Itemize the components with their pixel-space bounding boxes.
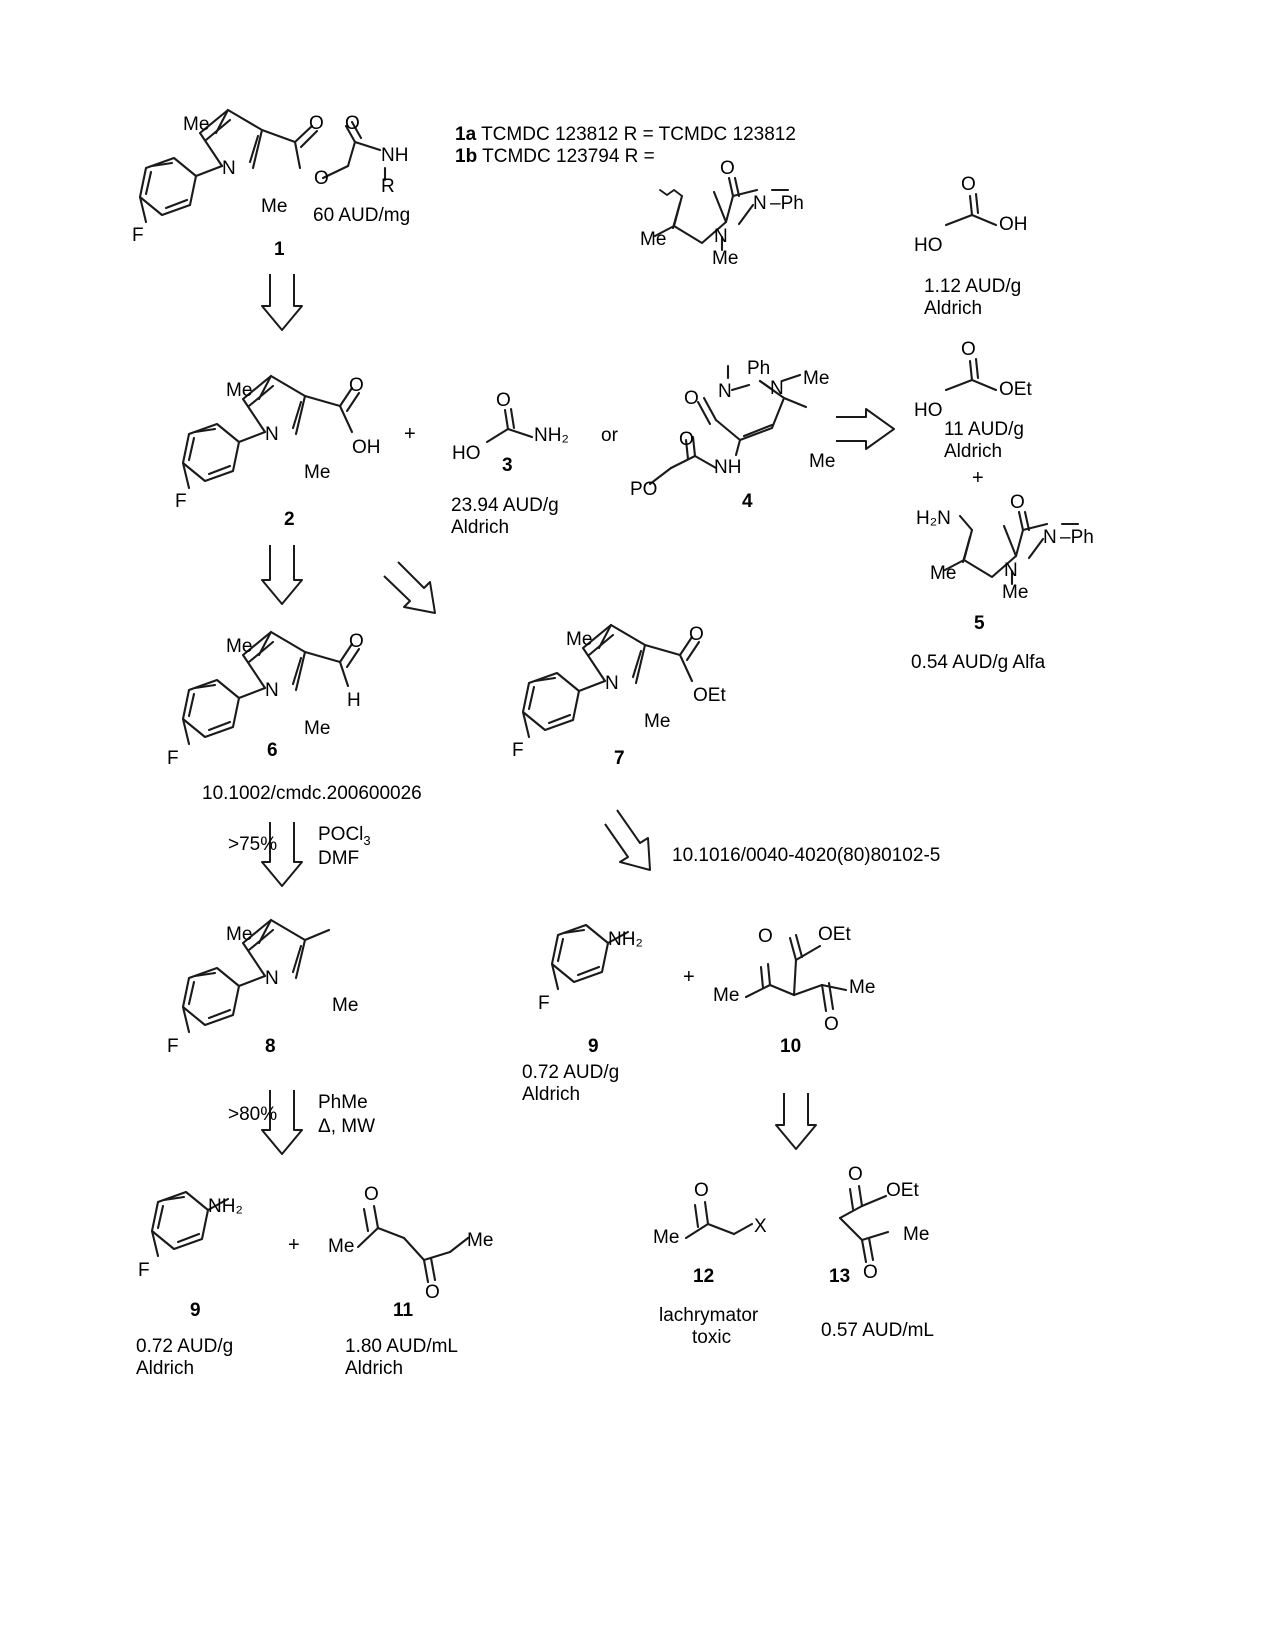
- atom-label-me: Me: [640, 229, 667, 250]
- atom-label-nh: NH: [381, 145, 409, 166]
- atom-label-me: Me: [644, 711, 671, 732]
- condition-2-reagent-2: Δ, MW: [318, 1116, 376, 1137]
- legend-1b-text: TCMDC 123794 R =: [477, 146, 655, 167]
- compound-8-number: 8: [265, 1036, 276, 1057]
- compound-5-price: 0.54 AUD/g Alfa: [911, 652, 1046, 673]
- legend-1b-id: 1b: [455, 146, 478, 167]
- atom-label-me: Me: [183, 114, 210, 135]
- compound-3-supplier: Aldrich: [451, 517, 510, 538]
- atom-label-n: N: [222, 158, 236, 179]
- atom-label-me: Me: [803, 368, 830, 389]
- compound-4-number: 4: [742, 491, 753, 512]
- compound-9b-supplier: Aldrich: [136, 1358, 195, 1379]
- ethyl-glycolate-price: 11 AUD/g: [944, 419, 1024, 440]
- atom-label-oh: OH: [352, 437, 381, 458]
- compound-13-price: 0.57 AUD/mL: [821, 1320, 934, 1341]
- atom-label-n: N: [265, 968, 279, 989]
- condition-1-yield: >75%: [228, 834, 278, 855]
- atom-label-me: Me: [261, 196, 288, 217]
- compound-13-number: 13: [829, 1266, 851, 1287]
- atom-label-h: H: [347, 690, 361, 711]
- atom-label-f: F: [167, 1036, 179, 1057]
- atom-label-oet: OEt: [999, 379, 1032, 400]
- atom-label-me: Me: [809, 451, 836, 472]
- compound-9b-price: 0.72 AUD/g: [136, 1336, 234, 1357]
- atom-label-oh: OH: [999, 214, 1028, 235]
- atom-label-x: X: [754, 1216, 767, 1237]
- atom-label-o: O: [684, 388, 699, 409]
- compound-3-price: 23.94 AUD/g: [451, 495, 559, 516]
- atom-label-o: O: [1010, 492, 1025, 513]
- atom-label-me: Me: [226, 380, 253, 401]
- atom-label-ho: HO: [914, 235, 943, 256]
- atom-label-o: O: [720, 158, 735, 179]
- atom-label-o: O: [689, 624, 704, 645]
- atom-label-f: F: [175, 491, 187, 512]
- atom-label-n: N: [605, 673, 619, 694]
- atom-label-nh2: NH₂: [208, 1196, 243, 1217]
- compound-12-hazard-2: toxic: [692, 1327, 732, 1348]
- legend-1a-id: 1a: [455, 124, 477, 145]
- plus-operator: +: [288, 1234, 300, 1256]
- atom-label-r: R: [381, 176, 395, 197]
- atom-label-n: N: [770, 378, 784, 399]
- atom-label-me: Me: [653, 1227, 680, 1248]
- condition-2-yield: >80%: [228, 1104, 278, 1125]
- glycolic-acid-supplier: Aldrich: [924, 298, 983, 319]
- or-operator: or: [601, 425, 618, 446]
- atom-label-o: O: [345, 113, 360, 134]
- compound-7-number: 7: [614, 748, 625, 769]
- atom-label-me: Me: [328, 1236, 355, 1257]
- reagent-pocl3: POCl: [318, 824, 364, 845]
- reagent-pocl3-subscript: 3: [363, 832, 371, 848]
- atom-label-n: N: [265, 424, 279, 445]
- atom-label-nh2: NH₂: [534, 425, 569, 446]
- atom-label-o: O: [314, 168, 329, 189]
- compound-11-supplier: Aldrich: [345, 1358, 404, 1379]
- atom-label-me: Me: [712, 248, 739, 269]
- compound-5-number: 5: [974, 613, 985, 634]
- legend-1a-text: TCMDC 123812 R = TCMDC 123812: [476, 124, 796, 145]
- compound-9-price: 0.72 AUD/g: [522, 1062, 620, 1083]
- atom-label-me: Me: [903, 1224, 930, 1245]
- atom-label-o: O: [961, 174, 976, 195]
- atom-label-oet: OEt: [818, 924, 851, 945]
- compound-12-hazard-1: lachrymator: [659, 1305, 759, 1326]
- atom-label-f: F: [538, 993, 550, 1014]
- atom-label-o: O: [425, 1282, 440, 1303]
- condition-1-reagent-2: DMF: [318, 848, 360, 869]
- atom-label-me: Me: [304, 718, 331, 739]
- atom-label-me: Me: [226, 636, 253, 657]
- atom-label-o: O: [496, 390, 511, 411]
- atom-label-oet: OEt: [886, 1180, 919, 1201]
- atom-label-o: O: [758, 926, 773, 947]
- compound-3-number: 3: [502, 455, 513, 476]
- atom-label-ho: HO: [452, 443, 481, 464]
- atom-label-f: F: [167, 748, 179, 769]
- atom-label-nh2: NH₂: [608, 929, 643, 950]
- atom-label-me: Me: [226, 924, 253, 945]
- atom-label-n: N: [718, 381, 732, 402]
- atom-label-o: O: [863, 1262, 878, 1283]
- plus-operator: +: [404, 423, 416, 445]
- compound-11-price: 1.80 AUD/mL: [345, 1336, 458, 1357]
- atom-label-o: O: [679, 429, 694, 450]
- atom-label-o: O: [349, 375, 364, 396]
- atom-label-n: N: [753, 193, 767, 214]
- atom-label-ho: HO: [914, 400, 943, 421]
- compound-1-number: 1: [274, 239, 285, 260]
- atom-label-me: Me: [304, 462, 331, 483]
- atom-label-o: O: [848, 1164, 863, 1185]
- atom-label-o: O: [349, 631, 364, 652]
- compound-6-number: 6: [267, 740, 278, 761]
- atom-label-o: O: [961, 339, 976, 360]
- atom-label-n: N: [265, 680, 279, 701]
- atom-label-f: F: [132, 225, 144, 246]
- atom-label-f: F: [138, 1260, 150, 1281]
- atom-label-n: N: [714, 226, 728, 247]
- compound-2-number: 2: [284, 509, 295, 530]
- compound-9-number: 9: [588, 1036, 599, 1057]
- compound-11-number: 11: [393, 1300, 414, 1321]
- atom-label-me: Me: [566, 629, 593, 650]
- atom-label-o: O: [824, 1014, 839, 1035]
- ethyl-glycolate-supplier: Aldrich: [944, 441, 1003, 462]
- atom-label-o: O: [309, 113, 324, 134]
- atom-label-o: O: [694, 1180, 709, 1201]
- atom-label-h2n: H₂N: [916, 508, 951, 529]
- atom-label-me: Me: [332, 995, 359, 1016]
- atom-label-me: Me: [713, 985, 740, 1006]
- atom-label-f: F: [512, 740, 524, 761]
- condition-2-reagent-1: PhMe: [318, 1092, 368, 1113]
- glycolic-acid-price: 1.12 AUD/g: [924, 276, 1022, 297]
- atom-label-me: Me: [930, 563, 957, 584]
- compound-12-number: 12: [693, 1266, 715, 1287]
- atom-label-o: O: [364, 1184, 379, 1205]
- atom-label-me: Me: [1002, 582, 1029, 603]
- compound-10-number: 10: [780, 1036, 802, 1057]
- atom-label-n: N: [1004, 560, 1018, 581]
- compound-1-price: 60 AUD/mg: [313, 205, 411, 226]
- plus-operator: +: [683, 966, 695, 988]
- atom-label-ph: –Ph: [770, 193, 804, 214]
- compound-9-supplier: Aldrich: [522, 1084, 581, 1105]
- atom-label-nh: NH: [714, 457, 742, 478]
- atom-label-oet: OEt: [693, 685, 726, 706]
- atom-label-me: Me: [467, 1230, 494, 1251]
- atom-label-po: PO: [630, 479, 658, 500]
- compound-6-reference: 10.1002/cmdc.200600026: [202, 783, 422, 804]
- compound-7-reference: 10.1016/0040-4020(80)80102-5: [672, 845, 941, 866]
- atom-label-ph: Ph: [747, 358, 771, 379]
- atom-label-ph: –Ph: [1060, 527, 1094, 548]
- atom-label-n: N: [1043, 527, 1057, 548]
- compound-9b-number: 9: [190, 1300, 201, 1321]
- atom-label-me: Me: [849, 977, 876, 998]
- plus-operator: +: [972, 467, 984, 489]
